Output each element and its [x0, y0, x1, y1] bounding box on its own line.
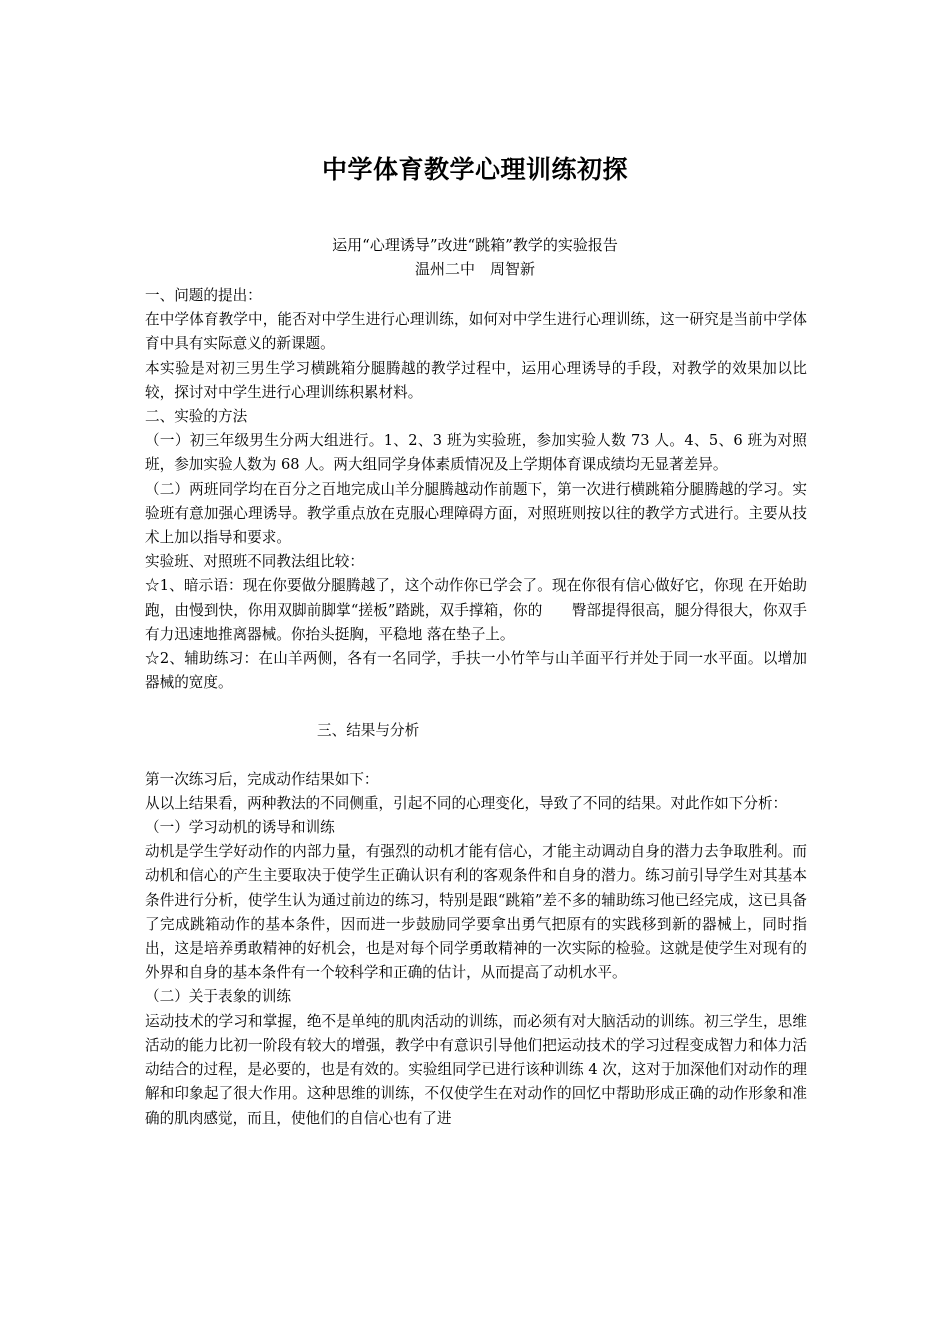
section-heading-1: 一、问题的提出： [145, 287, 262, 304]
paragraph: （一）初三年级男生分两大组进行。1、2、3 班为实验班，参加实验人数 73 人。4、5、6 班为对照班，参加实验人数为 68 人。两大组同学身体素质情况及上学期体育课成绩均无显著差异。 [145, 432, 807, 474]
paragraph: 在中学体育教学中，能否对中学生进行心理训练，如何对中学生进行心理训练，这一研究是当前中学体育中具有实际意义的新课题。 [145, 311, 807, 353]
paragraph: 运动技术的学习和掌握，绝不是单纯的肌肉活动的训练，而必须有对大脑活动的训练。初三学生，思维活动的能力比初一阶段有较大的增强，教学中有意识引导他们把运动技术的学习过程变成智力和体力活动结合的过程，是必要的，也是有效的。实验组同学已进行该种训练 4 次，这对于加深他们对动作的理解和印象起了很大作用。这种思维的训练，不仅使学生在对动作的回忆中帮助形成正确的动作形象和准确的肌肉感觉，而且，使他们的自信心也有了进 [145, 1012, 807, 1127]
paragraph: 动机是学生学好动作的内部力量，有强烈的动机才能有信心，才能主动调动自身的潜力去争取胜利。而动机和信心的产生主要取决于使学生正确认识有利的客观条件和自身的潜力。练习前引导学生对其基本条件进行分析，使学生认为通过前边的练习，特别是跟“跳箱”差不多的辅助练习他已经完成，这已具备了完成跳箱动作的基本条件，因而进一步鼓励同学要拿出勇气把原有的实践移到新的器械上，同时指出，这是培养勇敢精神的好机会，也是对每个同学勇敢精神的一次实际的检验。这就是使学生对现有的外界和自身的基本条件有一个较科学和正确的估计，从而提高了动机水平。 [145, 843, 807, 982]
section-heading-3: 三、结果与分析 [317, 722, 420, 740]
paragraph: 实验班、对照班不同教法组比较： [145, 553, 364, 571]
paragraph: （二）两班同学均在百分之百地完成山羊分腿腾越动作前题下，第一次进行横跳箱分腿腾越的学习。实验班有意加强心理诱导。教学重点放在克服心理障碍方面，对照班则按以往的教学方式进行。主要从技术上加以指导和要求。 [145, 480, 807, 547]
subsection-heading: （一）学习动机的诱导和训练 [145, 819, 335, 837]
paragraph: 第一次练习后，完成动作结果如下： [145, 770, 379, 788]
list-item-star: ☆1、暗示语：现在你要做分腿腾越了，这个动作你已学会了。现在你很有信心做好它，你现 在开始助跑，由慢到快，你用双脚前脚掌“搓板”踏跳，双手撑箱，你的 臀部提得很高，腿分得很大，你双手有力迅速地推离器械。你抬头挺胸，平稳地 落在垫子上。 [145, 577, 807, 643]
document-subtitle: 运用“心理诱导”改进“跳箱”教学的实验报告 [332, 236, 618, 254]
document-body [145, 284, 807, 1131]
section-heading-2: 二、实验的方法 [145, 408, 248, 426]
paragraph: 从以上结果看，两种教法的不同侧重，引起不同的心理变化，导致了不同的结果。对此作如下分析： [145, 794, 788, 812]
subsection-heading: （二）关于表象的训练 [145, 988, 291, 1006]
paragraph: 本实验是对初三男生学习横跳箱分腿腾越的教学过程中，运用心理诱导的手段，对教学的效果加以比较，探讨对中学生进行心理训练积累材料。 [145, 359, 807, 401]
document-title: 中学体育教学心理训练初探 [321, 155, 628, 184]
list-item-star: ☆2、辅助练习：在山羊两侧，各有一名同学，手扶一小竹竿与山羊面平行并处于同一水平面。以增加器械的宽度。 [145, 650, 807, 692]
author-line: 温州二中 周智新 [414, 260, 535, 278]
